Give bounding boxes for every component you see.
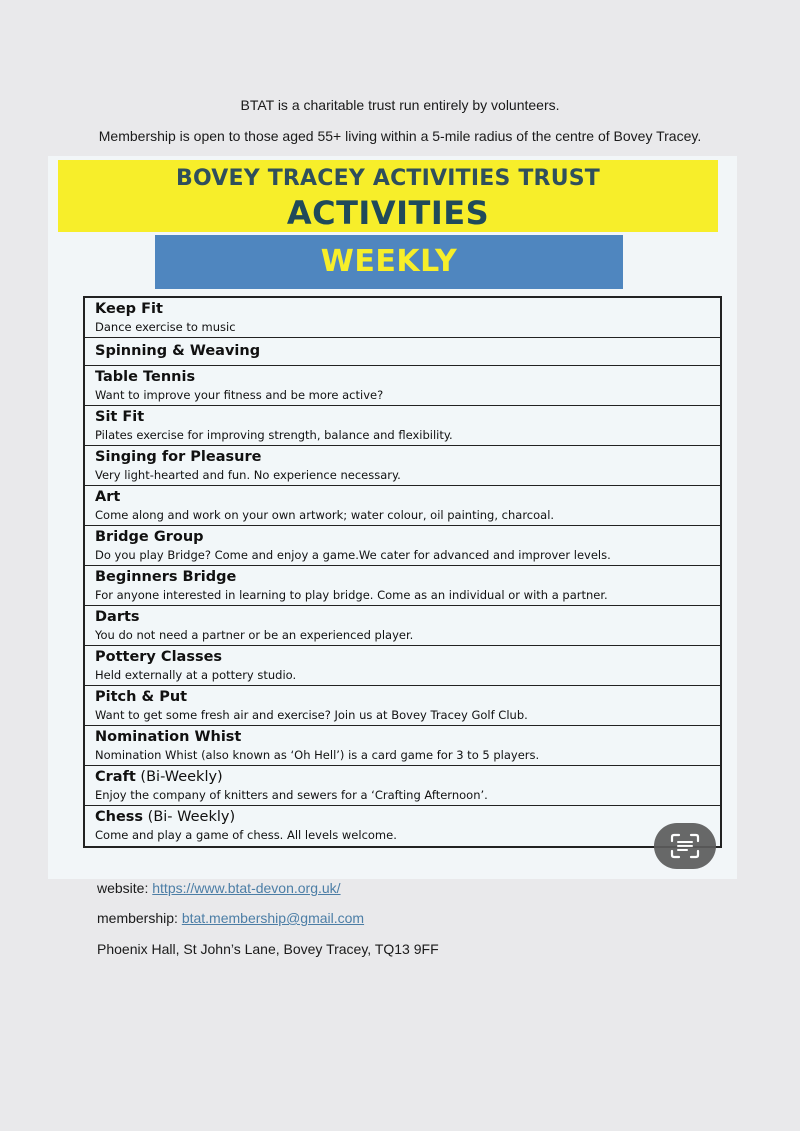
activity-description: Do you play Bridge? Come and enjoy a game.We cater for advanced and improver levels. <box>95 548 611 562</box>
intro-line-1: BTAT is a charitable trust run entirely by volunteers. <box>240 97 560 113</box>
intro-line-2: Membership is open to those aged 55+ living within a 5-mile radius of the centre of Bovey Tracey. <box>98 128 702 144</box>
activity-title <box>95 301 163 317</box>
activity-title <box>95 729 241 745</box>
activity-title <box>95 529 204 545</box>
activity-description: Enjoy the company of knitters and sewers for a ‘Crafting Afternoon’. <box>95 788 488 802</box>
activity-description: You do not need a partner or be an experienced player. <box>95 628 414 642</box>
weekly-banner <box>155 235 623 289</box>
activity-name: Sit Fit <box>95 409 145 425</box>
activity-description: For anyone interested in learning to play bridge. Come as an individual or with a partner. <box>95 588 608 602</box>
activity-name: Chess <box>95 809 144 825</box>
activity-description: Very light-hearted and fun. No experience necessary. <box>95 468 401 482</box>
activity-title <box>95 569 236 585</box>
activity-description: Held externally at a pottery studio. <box>95 668 297 682</box>
scan-text-button[interactable] <box>654 823 716 869</box>
membership-email-link[interactable]: btat.membership@gmail.com <box>181 910 365 926</box>
activity-name: Art <box>95 489 121 505</box>
activity-title <box>95 689 187 705</box>
activity-row <box>85 686 720 726</box>
activity-name: Keep Fit <box>95 301 163 317</box>
activity-name: Singing for Pleasure <box>95 449 262 465</box>
activity-name: Beginners Bridge <box>95 569 237 585</box>
activities-table <box>83 296 722 848</box>
poster-heading: ACTIVITIES <box>286 194 490 232</box>
activity-description: Come and play a game of chess. All levels welcome. <box>95 828 397 842</box>
title-banner <box>58 160 718 232</box>
activity-title <box>95 343 260 359</box>
activity-row <box>85 606 720 646</box>
activity-name: Pitch & Put <box>95 689 188 705</box>
activity-row <box>85 446 720 486</box>
website-link[interactable]: https://www.btat-devon.org.uk/ <box>152 880 341 896</box>
address-line: Phoenix Hall, St John’s Lane, Bovey Tracey, TQ13 9FF <box>97 941 439 957</box>
activity-row <box>85 566 720 606</box>
activity-description: Want to improve your fitness and be more active? <box>95 388 384 402</box>
activity-name: Bridge Group <box>95 529 204 545</box>
membership-label: membership: <box>97 910 182 926</box>
activity-description: Dance exercise to music <box>95 320 236 334</box>
activity-title <box>95 449 261 465</box>
membership-line <box>97 909 364 927</box>
activity-name: Spinning & Weaving <box>95 343 261 359</box>
activity-frequency: (Bi- Weekly) <box>143 809 236 825</box>
trust-name: BOVEY TRACEY ACTIVITIES TRUST <box>175 166 601 191</box>
activity-title <box>95 809 235 825</box>
activity-title <box>95 649 222 665</box>
activity-row <box>85 726 720 766</box>
activity-title <box>95 769 223 785</box>
activity-row <box>85 406 720 446</box>
activity-name: Darts <box>95 609 140 625</box>
activity-name: Pottery Classes <box>95 649 223 665</box>
activity-description: Come along and work on your own artwork; water colour, oil painting, charcoal. <box>95 508 555 522</box>
activity-row <box>85 298 720 338</box>
activity-title <box>95 489 120 505</box>
activity-row <box>85 766 720 806</box>
activity-row <box>85 366 720 406</box>
activity-title <box>95 609 140 625</box>
activity-title <box>95 369 195 385</box>
activity-name: Table Tennis <box>95 369 196 385</box>
activity-name: Nomination Whist <box>95 729 242 745</box>
activity-row <box>85 526 720 566</box>
activity-description: Want to get some fresh air and exercise? Join us at Bovey Tracey Golf Club. <box>95 708 528 722</box>
website-label: website: <box>97 880 153 896</box>
activity-title <box>95 409 144 425</box>
activity-description: Nomination Whist (also known as ‘Oh Hell’) is a card game for 3 to 5 players. <box>95 748 540 762</box>
activity-name: Craft <box>95 769 136 785</box>
activity-row <box>85 806 720 846</box>
activity-frequency: (Bi-Weekly) <box>135 769 223 785</box>
scan-text-icon <box>670 833 700 859</box>
website-line <box>97 879 341 897</box>
activity-row <box>85 338 720 366</box>
activities-poster <box>48 156 737 879</box>
activity-description: Pilates exercise for improving strength, balance and flexibility. <box>95 428 453 442</box>
activity-row <box>85 646 720 686</box>
poster-subheading: WEEKLY <box>320 244 458 279</box>
activity-row <box>85 486 720 526</box>
